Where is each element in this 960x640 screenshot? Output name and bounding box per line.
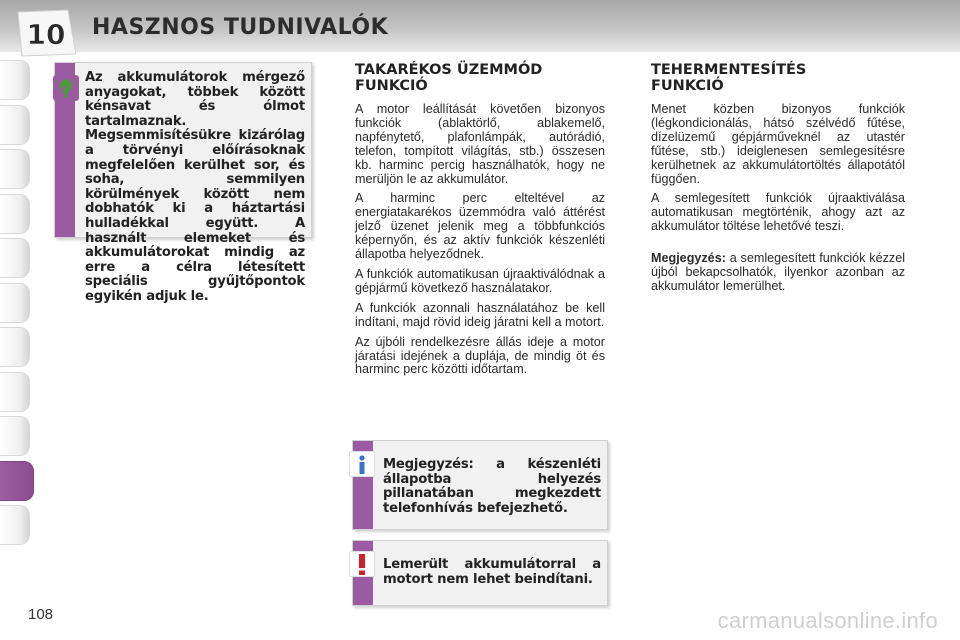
chapter-tab[interactable] [0,194,30,234]
page-header [0,0,960,52]
paragraph: A funkciók automatikusan újraaktiválódnak a gépjármű következő használatakor. [355,266,605,295]
chapter-tab[interactable] [0,327,30,367]
warning-note-text: Lemerült akkumulátorral a motort nem lehet beindítani. [383,557,601,587]
chapter-tab-active[interactable] [0,461,34,501]
load-shedding-note [651,252,905,294]
page-number: 108 [28,606,54,623]
recycle-note-text: Az akkumulátorok mérgező anyagokat, többek között kénsavat és ólmot tartalmaznak. Megsemmisítésükre kizárólag a törvényi előírásoknak megfelelően kerülhet sor, és soha, semmilyen körülmények között nem dobhatók ki a háztartási hulladékkal együtt. A használt elemeket és akkumulátorokat mindig az erre a célra létesített speciális gyűjtőpontok egyikén adjuk le. [85,70,305,304]
page-title: HASZNOS TUDNIVALÓK [92,15,389,40]
paragraph: A semlegesített funkciók újraaktiválása automatikusan megtörténik, ahogy azt az akkumulátor töltése lehetővé teszi. [651,191,905,234]
chapter-tab[interactable] [0,60,30,100]
load-shedding-heading: TEHERMENTESÍTÉS FUNKCIÓ [651,62,807,94]
info-note-text [383,458,601,516]
chapter-tab[interactable] [0,372,30,412]
energy-saving-heading: TAKARÉKOS ÜZEMMÓD FUNKCIÓ [355,62,543,94]
chapter-badge [14,8,78,58]
warning-note-box [352,540,608,606]
load-shedding-body [651,103,905,300]
recycle-note-box [54,62,312,304]
paragraph: A funkciók azonnali használatához be kell indítani, majd rövid ideig járatni kell a motort. [355,300,605,329]
recycle-leaf-icon [53,75,79,101]
chapter-tabs [0,60,36,550]
chapter-tab[interactable] [0,105,30,145]
chapter-tab[interactable] [0,149,30,189]
info-note-label: Megjegyzés: [383,457,474,472]
chapter-tab[interactable] [0,505,30,545]
note-label: Megjegyzés: [651,251,726,266]
info-note-box [352,440,608,530]
energy-saving-body [355,103,605,383]
paragraph: Az újbóli rendelkezésre állás ideje a motor járatási idejének a duplája, de mindig öt és harminc perc közötti időtartam. [355,334,605,377]
chapter-number: 10 [26,18,66,51]
chapter-tab[interactable] [0,283,30,323]
watermark: carmanualsonline.info [717,608,938,633]
chapter-tab[interactable] [0,238,30,278]
paragraph: Menet közben bizonyos funkciók (légkondicionálás, hátsó szélvédő fűtése, dízelüzemű gépjárműveknél az utastér fűtése, stb.) ideiglenesen semlegesítésre kerülhetnek az akkumulátortöltés állapotától függően. [651,102,905,186]
info-icon [349,451,375,477]
chapter-tab[interactable] [0,416,30,456]
warning-exclamation-icon [349,551,375,577]
info-note-body: a készenléti állapotba helyezés pillanatában megkezdett telefonhívás befejezhető. [383,457,601,516]
note-body: a semlegesített funkciók kézzel újból bekapcsolhatók, ilyenkor azonban az akkumulátor lemerülhet. [651,251,905,293]
paragraph: A motor leállítását követően bizonyos funkciók (ablaktörlő, ablakemelő, napfénytető, plafonlámpák, autórádió, telefon, tompított világítás, stb.) összesen kb. harminc percig használhatók, hogy ne merüljön le az akkumulátor. [355,102,605,186]
paragraph: A harminc perc elteltével az energiatakarékos üzemmódra való áttérést jelző üzenet jelenik meg a többfunkciós képernyőn, és az aktív funkciók készenléti állapotba helyeződnek. [355,191,605,262]
